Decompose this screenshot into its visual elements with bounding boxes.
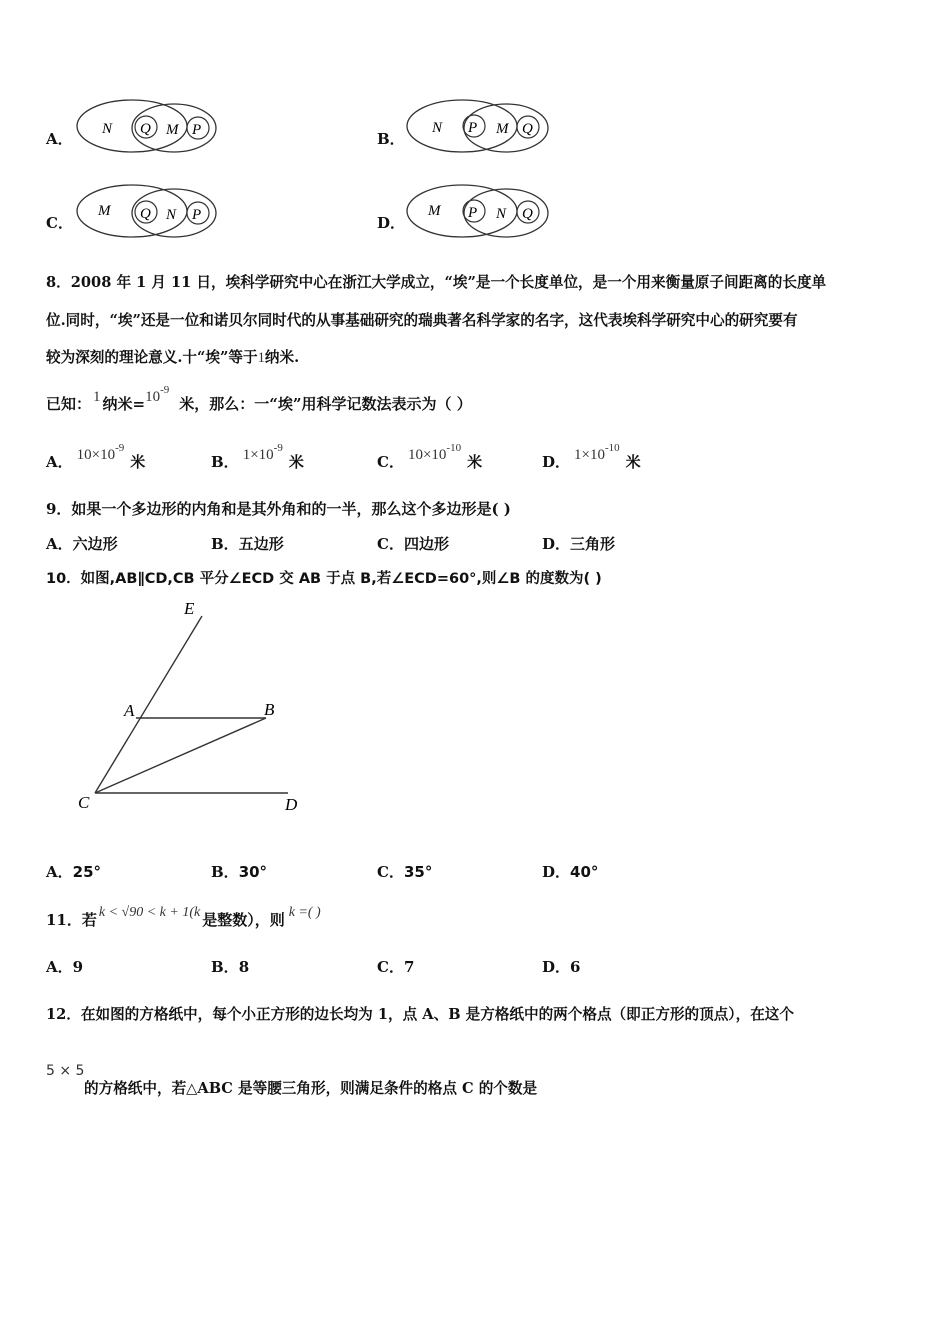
q8-line-3: [46, 346, 299, 367]
option-text: 40°: [570, 863, 599, 881]
venn-set-4: P: [192, 207, 202, 223]
venn-set-4: P: [192, 122, 202, 138]
q8-known-base: 10: [145, 389, 161, 405]
q7-option-d-venn: [404, 181, 552, 243]
q8-option-b: [211, 442, 304, 472]
q10-option-c: [377, 861, 432, 882]
q11-prefix: 11．若: [46, 911, 97, 929]
q10-figure: [70, 598, 320, 820]
option-coefficient: 1: [242, 447, 251, 463]
option-label: B．: [211, 535, 239, 553]
option-label: C．: [377, 453, 404, 471]
q7-option-b-venn: [404, 96, 552, 158]
line-ec: [95, 616, 202, 793]
q10-option-a: [46, 861, 101, 882]
q11-option-a: [46, 956, 83, 977]
q8-option-c: [377, 442, 483, 472]
point-label-b: B: [264, 700, 275, 719]
q7-option-d-label: D．: [377, 214, 406, 232]
option-text: 7: [403, 958, 415, 976]
q8-option-a: [46, 442, 146, 472]
venn-set-3: M: [166, 122, 179, 138]
option-label: D．: [542, 453, 571, 471]
option-text: 30°: [238, 863, 268, 881]
option-text: 35°: [403, 863, 433, 881]
option-label: C．: [377, 958, 404, 976]
point-label-e: E: [184, 599, 195, 618]
q8-known-exponent: -9: [160, 384, 170, 396]
q9-option-a: [46, 533, 118, 554]
option-text: 六边形: [72, 535, 118, 553]
q11-question: [46, 905, 321, 930]
point-label-a: A: [124, 701, 135, 720]
q12-grid-size: 5 × 5: [46, 1063, 85, 1079]
venn-set-1: M: [98, 203, 111, 219]
q9-option-c: [377, 533, 449, 554]
option-exponent: -9: [115, 442, 125, 454]
q8-known-one: 1: [93, 389, 101, 405]
venn-set-3: M: [496, 121, 509, 137]
point-label-d: D: [285, 795, 298, 814]
option-coefficient: 10: [76, 447, 92, 463]
q9-option-d: [542, 533, 615, 554]
q9-question: 9．如果一个多边形的内角和是其外角和的一半，那么这个多边形是( ): [46, 500, 511, 518]
venn-set-2: P: [468, 120, 478, 136]
q11-option-d: [542, 956, 580, 977]
q8-option-d: [542, 442, 641, 472]
q10-question: 10．如图,AB∥CD,CB 平分∠ECD 交 AB 于点 B,若∠ECD=60°,则∠B 的度数为( ): [46, 571, 602, 587]
option-unit: 米: [130, 453, 146, 471]
venn-set-1: N: [102, 121, 113, 137]
option-label: A．: [46, 863, 73, 881]
option-text: 五边形: [238, 535, 284, 553]
option-base: ×10: [250, 447, 274, 463]
option-coefficient: 10: [407, 447, 423, 463]
q10-option-b: [211, 861, 267, 882]
option-label: B．: [211, 453, 239, 471]
venn-set-1: M: [428, 203, 441, 219]
option-exponent: -10: [604, 442, 620, 454]
venn-set-2: Q: [140, 121, 151, 137]
q11-option-b: [211, 956, 249, 977]
option-text: 9: [72, 958, 84, 976]
line-cb: [95, 718, 266, 793]
q8-line-2: 位.同时，“埃”还是一位和诺贝尔同时代的从事基础研究的瑞典著名科学家的名字，这代表埃科学研究中心的研究要有: [46, 312, 798, 329]
option-unit: 米: [288, 453, 304, 471]
venn-set-4: Q: [522, 121, 533, 137]
venn-set-3: N: [496, 206, 507, 222]
q8-line-3-text: 较为深刻的理论意义.十“埃”等于: [46, 349, 258, 366]
venn-set-1: N: [432, 120, 443, 136]
option-text: 四边形: [403, 535, 449, 553]
option-label: B．: [211, 958, 239, 976]
q7-option-a-venn: [74, 96, 219, 158]
option-label: A．: [46, 958, 73, 976]
option-label: B．: [211, 863, 239, 881]
option-unit: 米: [467, 453, 483, 471]
q8-known-nanometer: 纳米=: [102, 395, 146, 413]
option-label: C．: [377, 863, 404, 881]
q11-option-c: [377, 956, 414, 977]
option-text: 6: [570, 958, 581, 976]
option-unit: 米: [625, 453, 641, 471]
venn-set-2: Q: [140, 206, 151, 222]
q8-line-3-number: 1: [257, 350, 265, 366]
q7-option-a-label: A．: [46, 130, 73, 148]
option-text: 三角形: [570, 535, 616, 553]
venn-set-3: N: [166, 207, 177, 223]
q8-line-3-unit: 纳米.: [264, 349, 300, 366]
option-base: ×10: [581, 447, 605, 463]
option-base: ×10: [422, 447, 447, 463]
q7-option-c-label: C．: [46, 214, 73, 232]
option-text: 25°: [72, 863, 102, 881]
q8-known: [46, 384, 472, 414]
q8-known-prefix: 已知：: [46, 395, 92, 413]
option-label: A．: [46, 535, 73, 553]
venn-set-4: Q: [522, 206, 533, 222]
option-exponent: -10: [446, 442, 462, 454]
option-label: D．: [542, 863, 571, 881]
q10-option-d: [542, 861, 598, 882]
q7-option-c-venn: [74, 181, 219, 243]
q7-option-b-label: B．: [377, 130, 405, 148]
q11-inequality: k < √90 < k + 1(k: [98, 905, 201, 920]
option-label: D．: [542, 958, 571, 976]
q8-line-1: 8．2008 年 1 月 11 日，埃科学研究中心在浙江大学成立，“埃”是一个长度单位，是一个用来衡量原子间距离的长度单: [46, 274, 827, 291]
q8-known-question: 米，那么：一“埃”用科学记数法表示为（ ）: [179, 395, 472, 413]
point-label-c: C: [78, 793, 90, 812]
option-base: ×10: [91, 447, 116, 463]
option-label: C．: [377, 535, 404, 553]
option-exponent: -9: [273, 442, 283, 454]
venn-set-2: P: [468, 205, 478, 221]
q12-line-1: 12．在如图的方格纸中，每个小正方形的边长均为 1，点 A、B 是方格纸中的两个格点（即正方形的顶点），在这个: [46, 1006, 794, 1023]
option-label: A．: [46, 453, 73, 471]
option-text: 8: [238, 958, 250, 976]
q11-answer-blank: k =( ): [288, 905, 321, 920]
q9-option-b: [211, 533, 284, 554]
q12-line-2: 的方格纸中，若△ABC 是等腰三角形，则满足条件的格点 C 的个数是: [84, 1080, 538, 1097]
option-coefficient: 1: [574, 447, 582, 463]
q11-condition: 是整数），则: [202, 911, 285, 929]
option-label: D．: [542, 535, 571, 553]
